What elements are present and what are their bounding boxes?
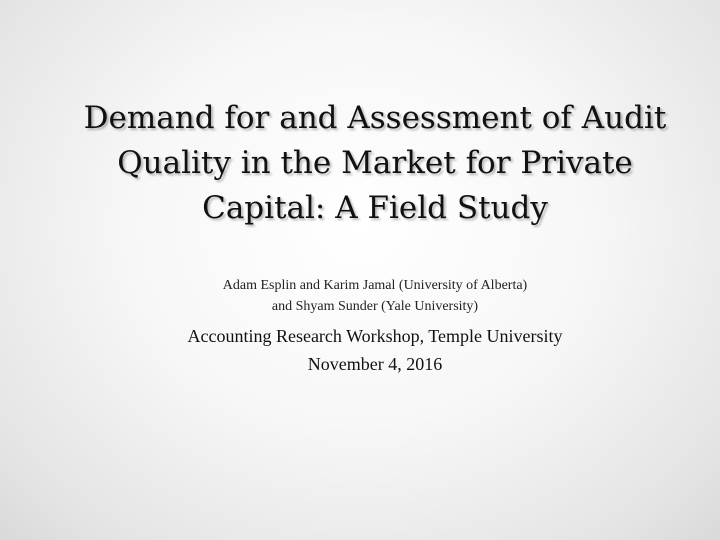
slide-authors — [0, 275, 720, 317]
event-date: November 4, 2016 — [307, 354, 443, 374]
authors-line-2: and Shyam Sunder (Yale University) — [271, 299, 479, 314]
slide-title-line-3: Capital: A Field Study — [202, 190, 548, 226]
slide-event — [0, 322, 720, 378]
event-venue: Accounting Research Workshop, Temple University — [187, 326, 563, 346]
slide-title-line-1: Demand for and Assessment of Audit — [83, 100, 667, 136]
slide-title-line-2: Quality in the Market for Private — [117, 145, 633, 181]
authors-line-1: Adam Esplin and Karim Jamal (University of Alberta) — [222, 278, 528, 293]
slide-title — [20, 96, 720, 231]
